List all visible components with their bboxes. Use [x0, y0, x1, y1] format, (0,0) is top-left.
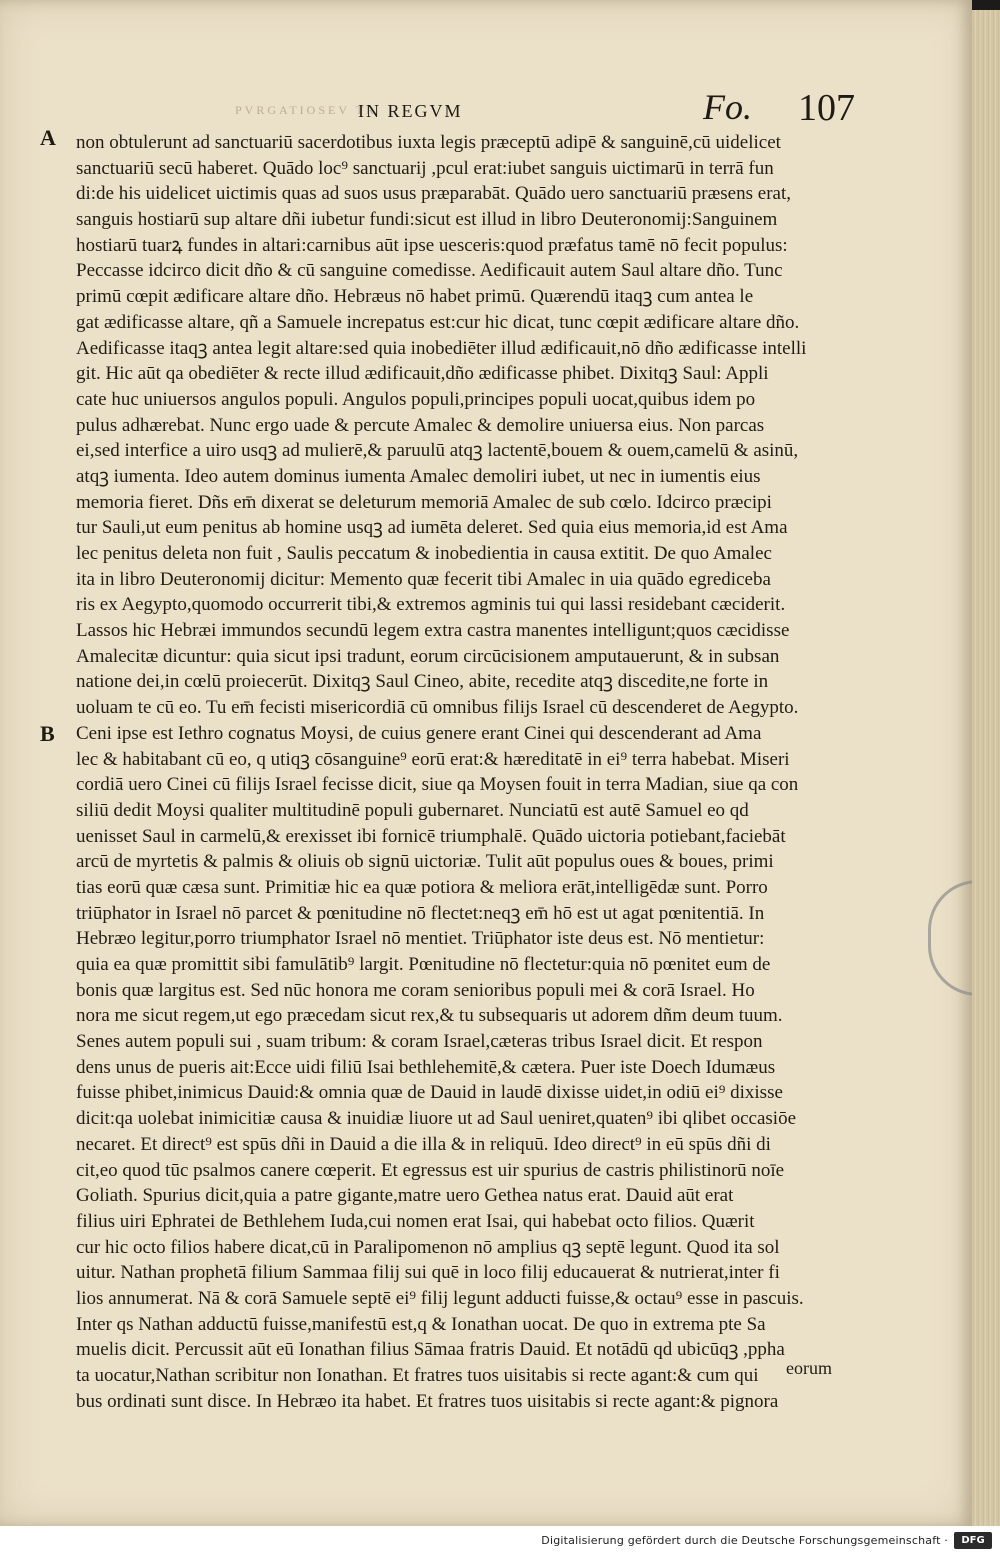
catchword: eorum: [786, 1358, 832, 1378]
text-line: lec & habitabant cū eo, q utiqꝫ cōsanguine⁹ eorū erat:& hæreditatē in ei⁹ terra habebat. Miseri: [76, 748, 790, 770]
text-line: cit,eo quod tūc psalmos canere cœperit. Et egressus est uir spurius de castris philistinorū noīe: [76, 1159, 785, 1181]
footer-bar: [0, 1526, 1000, 1557]
text-line: tias eorū quæ cæsa sunt. Primitiæ hic ea quæ potiora & meliora erāt,intelligēdæ sunt. Porro: [76, 876, 768, 898]
text-line: lec penitus deleta non fuit , Saulis peccatum & inobedientia in causa extitit. De quo Amalec: [76, 543, 772, 564]
text-line: Hebræo legitur,porro triumphator Israel nō mentiet. Triūphator iste deus est. Nō mentietur:: [76, 928, 765, 950]
text-line: Peccasse idcirco dicit dño & cū sanguine comedisse. Aedificauit autem Saul altare dño. Tunc: [76, 260, 783, 282]
text-line: ris ex Aegypto,quomodo occurrerit tibi,& extremos agminis tui qui lassi residebant cæciderit.: [76, 594, 786, 616]
text-line: non obtulerunt ad sanctuariū sacerdotibus iuxta legis præceptū adipē & sanguinē,cū uidelicet: [76, 132, 781, 153]
text-line: primū cœpit ædificare altare dño. Hebræus nō habet primū. Quærendū itaqꝫ cum antea le: [76, 286, 754, 308]
text-line: necaret. Et direct⁹ est spūs dñi in Dauid a die illa & in reliquū. Ideo direct⁹ in eū spūs dñi di: [76, 1133, 771, 1155]
text-line: uoluam te cū eo. Tu em̄ fecisti misericordiā cū omnibus filijs Israel cū descenderet de Aegypto.: [76, 697, 799, 719]
text-line: memoria fieret. Dñs em̄ dixerat se deleturum memoriā Amalec de sub cœlo. Idcirco præcipi: [76, 491, 772, 513]
text-line: dicit:qa uolebat inimicitiæ causa & inuidiæ liuore ut ad Saul ueniret,quaten⁹ ibi qlibet occasiōe: [76, 1108, 797, 1130]
text-line: triūphator in Israel nō parcet & pœnitudine nō flectet:neqꝫ em̄ hō est ut agat pœnitentiā. In: [76, 902, 765, 924]
text-line: arcū de myrtetis & palmis & oliuis ob signū uictoriæ. Tulit aūt populus oues & boues, primi: [76, 851, 774, 873]
text-line: siliū dedit Moysi qualiter multitudinē populi gubernaret. Nunciatū est autē Samuel eo qd: [76, 799, 749, 821]
bleed-through-header: PVRGATIOSEV TR: [235, 103, 377, 117]
main-text-block: [76, 130, 842, 1414]
text-line: Aedificasse itaqꝫ antea legit altare:sed quia inobediēter illud ædificauit,nō dño ædificasse intelli: [76, 337, 807, 359]
text-line: dens unus de pueris ait:Ecce uidi filiū Isai bethlehemitē,& cætera. Puer iste Doech Idumæus: [76, 1056, 776, 1078]
text-line: filius uiri Ephratei de Bethlehem Iuda,cui nomen erat Isai, qui habebat octo filios. Quærit: [76, 1210, 755, 1232]
text-line: Ceni ipse est Iethro cognatus Moysi, de cuius genere erant Cinei qui descenderant ad Ama: [76, 722, 762, 744]
text-line: cate huc uniuersos angulos populi. Angulos populi,principes populi uocat,quibus idem po: [76, 388, 756, 410]
text-line: lios annumerat. Nā & corā Samuele septē ei⁹ filij legunt adducti fuisse,& octau⁹ esse in pascuis.: [76, 1287, 804, 1309]
text-line: bonis quæ largitus est. Sed nūc honora me coram senioribus populi mei & corā Israel. Ho: [76, 979, 755, 1001]
text-line: ta uocatur,Nathan scribitur non Ionathan. Et fratres tuos uisitabis si recte agant:& cum qui: [76, 1365, 759, 1386]
footer-credit: Digitalisierung gefördert durch die Deutsche Forschungsgemeinschaft ·: [541, 1534, 948, 1547]
text-line: Lassos hic Hebræi immundos secundū legem extra castra manentes intelligunt;quos cæcidisse: [76, 620, 790, 642]
text-line: di:de his uidelicet uictimis quas ad suos usus præparabāt. Quādo uero sanctuariū præsens erat,: [76, 183, 791, 205]
folio-number: 107: [798, 87, 855, 129]
text-line: sanctuariū secū haberet. Quādo loc⁹ sanctuarij ,pcul erat:iubet sanguis uictimarū in terrā fun: [76, 157, 774, 179]
text-line: gat ædificasse altare, qñ a Samuele increpatus est:cur hic dicat, tunc cœpit ædificare altare dño.: [76, 311, 800, 333]
text-line: cordiā uero Cinei cū filijs Israel fecisse dicit, siue qa Moysen fouit in terra Madian, siue qa con: [76, 774, 799, 796]
text-line: ei,sed interfice a uiro usqꝫ ad mulierē,& paruulū atqꝫ lactentē,bouem & ouem,camelū & asinū,: [76, 440, 799, 462]
text-line: atqꝫ iumenta. Ideo autem dominus iumenta Amalec demoliri iubet, ut nec in iumentis eius: [76, 465, 761, 487]
text-line: hostiarū tuarꝝ fundes in altari:carnibus aūt ipse uesceris:quod præfatus tamē nō fecit populus:: [76, 234, 788, 256]
text-line: fuisse phibet,inimicus Dauid:& omnia quæ de Dauid in laudē dixisse uidet,in odiū ei⁹ dixisse: [76, 1082, 783, 1104]
text-line: Senes autem populi sui , suam tribum: & coram Israel,cæteras tribus Israel dicit. Et respon: [76, 1031, 763, 1053]
text-line: bus ordinati sunt disce. In Hebræo ita habet. Et fratres tuos uisitabis si recte agant:& pignora: [76, 1390, 779, 1412]
marginal-letter-a: A: [40, 125, 56, 150]
text-line: Goliath. Spurius dicit,quia a patre gigante,matre uero Gethea natus erat. Dauid aūt erat: [76, 1185, 734, 1207]
dfg-logo-icon: DFG: [954, 1532, 992, 1549]
text-line: natione dei,in cœlū proiecerūt. Dixitqꝫ Saul Cineo, abite, recedite atqꝫ discedite,ne forte in: [76, 671, 769, 693]
text-line: cur hic octo filios habere dicat,cū in Paralipomenon nō amplius qꝫ septē legunt. Quod ita sol: [76, 1236, 780, 1258]
text-line: uitur. Nathan prophetā filium Sammaa filij sui quē in loco filij educauerat & nutrierat,inter fi: [76, 1262, 780, 1284]
text-line: quia ea quæ promittit sibi famulātib⁹ largit. Pœnitudine nō flectetur:quia nō pœnitet eum de: [76, 954, 771, 975]
text-line: tur Sauli,ut eum penitus ab homine usqꝫ ad iumēta deleret. Sed quia eius memoria,id est Ama: [76, 517, 788, 539]
text-line: sanguis hostiarū sup altare dñi iubetur fundi:sicut est illud in libro Deuteronomij:Sanguinem: [76, 209, 778, 231]
text-line: Amalecitæ dicuntur: quia sicut ipsi tradunt, eorum circūcisionem amputauerunt, & in subsan: [76, 645, 780, 667]
text-line: nora me sicut regem,ut ego præcedam sicut rex,& tu subsequaris ut adorem dñm deum tuum.: [76, 1005, 783, 1027]
text-line: pulus adhærebat. Nunc ergo uade & percute Amalec & demolire uniuersa eius. Non parcas: [76, 414, 765, 436]
running-header: IN REGVM: [358, 101, 463, 121]
text-line: muelis dicit. Percussit aūt eū Ionathan filius Sāmaa fratris Dauid. Et notādū qd ubicūqꝫ ,ppha: [76, 1339, 785, 1361]
text-line: uenisset Saul in carmelū,& erexisset ibi fornicē triumphalē. Quādo uictoria potiebant,faciebāt: [76, 825, 786, 847]
folio-label: Fo.: [703, 87, 752, 127]
text-line: ita in libro Deuteronomij dicitur: Memento quæ fecerit tibi Amalec in uia quādo egrediceba: [76, 568, 771, 590]
page-edges: [972, 10, 1000, 1526]
text-line: Inter qs Nathan adductū fuisse,manifestū est,q & Ionathan uocat. De quo in extrema pte Sa: [76, 1313, 766, 1335]
marginal-letter-b: B: [40, 721, 55, 746]
text-line: git. Hic aūt qa obediēter & recte illud ædificauit,dño ædificasse phibet. Dixitqꝫ Saul: Appli: [76, 363, 769, 385]
